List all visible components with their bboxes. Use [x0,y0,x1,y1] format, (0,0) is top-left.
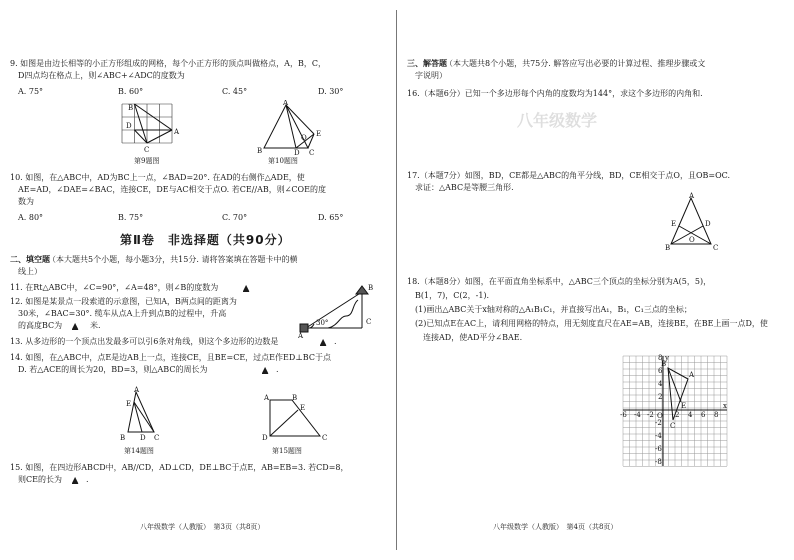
section-2-title: 第Ⅱ卷 非选择题（共90分） [120,233,291,247]
fig15-caption: 第15题图 [272,447,302,455]
fig15-label-d: D [262,434,268,442]
fig14-caption: 第14题图 [124,447,154,455]
q12-line2: 30米，∠BAC=30°. 缆车从点A上升到点B的过程中，升高 [18,309,227,318]
fig18-tick-x-4: 4 [688,411,693,419]
fig18-tick-y-6: 6 [658,367,663,375]
q10-line3: 数为 [18,197,34,206]
fill-in-instructions-1: （本大题共5个小题，每小题3分，共15分. 请将答案填在答题卡中的横 [48,255,298,264]
fig10-caption: 第10题图 [268,157,298,165]
q18-line4: (2)已知点E在AC上，请利用网格的特点，用无刻度直尺在AE=AB，连接BE，在BE上画一点D，使 [415,319,768,328]
answer-instructions-1: （本大题共8个小题，共75分. 解答应写出必要的计算过程、推理步骤或文 [445,59,706,68]
q15-blank: ▲ [72,475,79,484]
q13-line1: 13. 从多边形的一个顶点出发最多可以引6条对角线，则这个多边形的边数是 [10,337,279,346]
q10-option-b: B. 75° [118,213,144,222]
bleed-through-text: 八年级数学 [517,111,598,130]
fig17-label-b: B [665,244,671,252]
fig18-tick-x-6: 6 [701,411,706,419]
q17-line1: 17.（本题7分）如图，BD，CE都是△ABC的角平分线，BD，CE相交于点O，且OB=OC. [407,171,731,180]
q12-unit: 米. [90,321,101,330]
fig15-label-b: B [292,394,298,402]
q14-blank: ▲ [262,365,269,374]
q12-blank: ▲ [72,321,79,330]
fig10-label-o: O [301,134,307,142]
fill-in-heading: 二、填空题 [10,255,50,264]
fig9-label-c: C [144,146,150,154]
fig17-label-o: O [689,236,695,244]
q15-line1: 15. 如图，在四边形ABCD中，AB//CD，AD⊥CD，DE⊥BC于点E，AB=EB=3. 若CD=8， [10,463,349,472]
q9-option-c: C. 45° [222,87,248,96]
fig9-label-a: A [174,128,180,136]
fig12-label-b: B [368,284,374,292]
q18-line2: B(1，7)，C(2，-1). [415,291,490,300]
fig14-label-e: E [126,400,132,408]
figure-14-triangle [118,386,168,444]
fig18-tick-y-neg2: -2 [655,419,662,427]
fig18-tick-y-2: 2 [658,393,663,401]
fig18-label-y: y [665,354,669,362]
q10-option-a: A. 80° [18,213,44,222]
figure-17-triangle [665,192,721,252]
q13-end: . [334,337,337,346]
fig9-caption: 第9题图 [134,157,160,165]
q9-option-d: D. 30° [318,87,344,96]
fig18-tick-y-4: 4 [658,380,663,388]
fig14-label-b: B [120,434,126,442]
q13-blank: ▲ [320,337,327,346]
fig18-tick-x-neg6: -6 [620,411,627,419]
fig10-label-b: B [257,147,263,155]
fig18-label-e: E [681,402,687,410]
left-page-footer: 八年级数学（人教版） 第3页（共8页） [140,523,265,531]
fig12-label-a: A [298,332,304,340]
q15-end: . [86,475,89,484]
fig15-label-a: A [264,394,270,402]
fig17-label-c: C [713,244,719,252]
q17-line2: 求证：△ABC是等腰三角形. [415,183,514,192]
q9-line1: 9. 如图是由边长相等的小正方形组成的网格，每个小正方形的顶点叫做格点，A，B，C， [10,59,326,68]
fig14-label-a: A [134,386,140,394]
q18-line5: 连接AD，使AD平分∠BAE. [423,333,523,342]
figure-9-grid [118,100,184,156]
figure-12-cableway [298,280,386,342]
fig18-label-c: C [670,422,676,430]
fig14-label-d: D [140,434,146,442]
q14-line1: 14. 如图，在△ABC中，点E是边AB上一点，连接CE，且BE=CE，过点E作ED⊥BC于点 [10,353,331,362]
fig10-label-d: D [294,149,300,156]
fig14-label-c: C [154,434,160,442]
fig12-label-angle: 30° [316,319,329,327]
fig18-tick-y-neg4: -4 [655,432,662,440]
q9-option-a: A. 75° [18,87,44,96]
fig12-label-c: C [366,318,372,326]
q15-line2: 则CE的长为 [18,475,62,484]
q16-text: 16.（本题6分）已知一个多边形每个内角的度数均为144°，求这个多边形的内角和. [407,89,703,98]
q9-line2: D四点均在格点上，则∠ABC+∠ADC的度数为 [18,71,185,80]
fig18-tick-y-neg6: -6 [655,445,662,453]
fig10-label-a: A [283,100,289,107]
q12-line3: 的高度BC为 [18,321,63,330]
fig18-label-a: A [689,371,695,379]
q9-option-b: B. 60° [118,87,144,96]
fig18-tick-x-neg4: -4 [634,411,641,419]
fig18-tick-x-2: 2 [675,411,680,419]
right-page [397,0,794,560]
q10-option-d: D. 65° [318,213,344,222]
q14-end: . [276,365,279,374]
q11-blank: ▲ [243,283,250,292]
fig18-tick-y-8: 8 [658,354,663,362]
fig17-label-e: E [671,220,677,228]
fig9-label-b: B [128,104,134,112]
fig17-label-d: D [705,220,711,228]
answer-instructions-2: 字说明） [415,71,447,80]
fig15-label-e: E [300,404,306,412]
fig18-label-b: B [661,360,667,368]
fig17-label-a: A [689,192,695,200]
fig9-label-d: D [126,122,132,130]
fig18-tick-x-neg2: -2 [647,411,654,419]
q10-line1: 10. 如图，在△ABC中，AD为BC上一点，∠BAD=20°. 在AD的右侧作△ADE，使 [10,173,305,182]
fill-in-instructions-2: 线上） [18,267,42,276]
fig18-label-x: x [723,402,727,410]
fig18-tick-y-neg8: -8 [655,458,662,466]
q14-line2: D. 若△ACE的周长为20，BD=3，则△ABC的周长为 [18,365,208,374]
q11-text: 11. 在Rt△ABC中，∠C=90°，∠A=48°，则∠B的度数为 [10,283,219,292]
q10-option-c: C. 70° [222,213,248,222]
fig10-label-e: E [316,130,322,138]
q10-line2: AE=AD，∠DAE=∠BAC，连接CE，DE与AC相交于点O. 若CE//AB，则∠COE的度 [18,185,326,194]
figure-10-triangle [256,100,328,156]
answer-heading: 三、解答题 [407,59,447,68]
fig10-label-c: C [309,149,315,156]
q18-line1: 18.（本题8分）如图，在平面直角坐标系中，△ABC三个顶点的坐标分别为A(5，5)， [407,277,712,286]
q18-line3: (1)画出△ABC关于x轴对称的△A₁B₁C₁，并直接写出A₁，B₁，C₁三点的坐标； [415,305,692,314]
fig18-label-o: O [657,412,663,420]
right-page-footer: 八年级数学（人教版） 第4页（共8页） [493,523,618,531]
q12-line1: 12. 如图是某景点一段索道的示意图，已知A，B两点间的距离为 [10,297,237,306]
figure-18-coordinate-grid [617,352,731,470]
figure-15-quadrilateral [258,392,330,442]
fig15-label-c: C [322,434,328,442]
fig18-tick-x-8: 8 [714,411,719,419]
